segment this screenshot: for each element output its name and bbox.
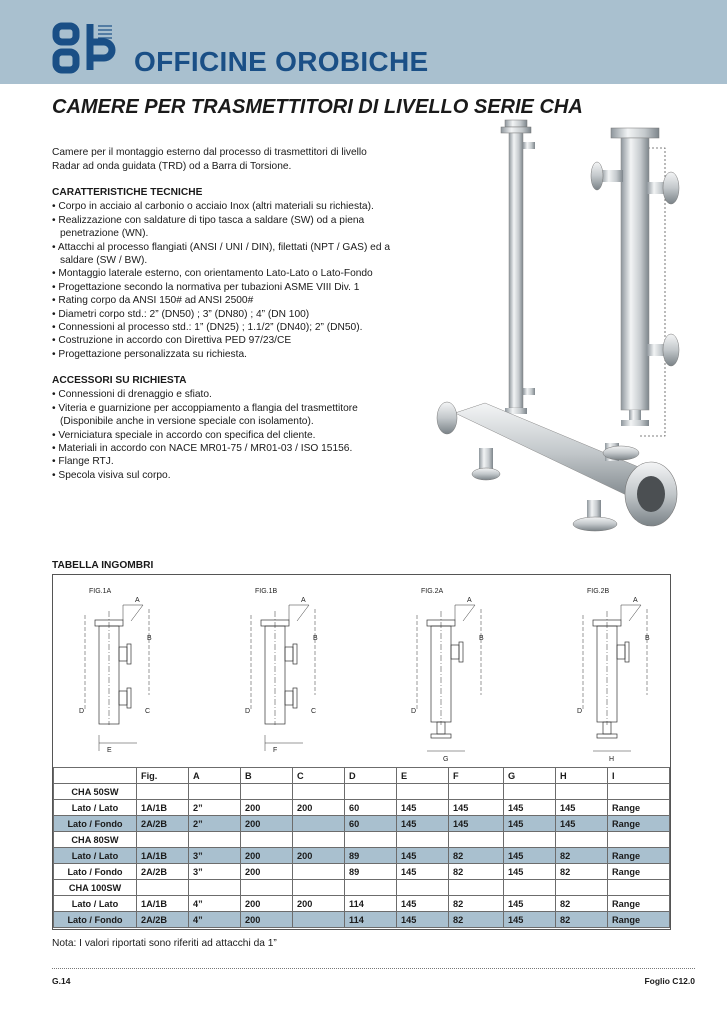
table-cell: 145	[397, 864, 449, 880]
dimension-label: B	[645, 635, 650, 642]
table-cell: 200	[241, 896, 293, 912]
table-cell: 200	[241, 864, 293, 880]
table-cell: Lato / Fondo	[54, 864, 137, 880]
table-cell: 145	[504, 864, 556, 880]
specs-heading: CARATTERISTICHE TECNICHE	[52, 187, 203, 198]
table-cell: 4”	[189, 896, 241, 912]
dimension-label: D	[245, 708, 251, 715]
table-row	[54, 912, 670, 928]
dimension-label: G	[443, 756, 449, 763]
drawing-line	[625, 642, 629, 662]
table-cell: Range	[608, 848, 670, 864]
table-cell	[137, 880, 189, 896]
accessories-list	[52, 388, 392, 482]
dimension-label: D	[577, 708, 583, 715]
table-cell: G	[504, 768, 556, 784]
table-cell: 200	[241, 912, 293, 928]
specs-section	[52, 186, 392, 361]
table-cell: 145	[397, 912, 449, 928]
table-cell	[504, 784, 556, 800]
table-cell	[345, 832, 397, 848]
table-cell: 4”	[189, 912, 241, 928]
group-label: CHA 50SW	[54, 784, 137, 800]
table-cell: 145	[504, 800, 556, 816]
table-cell: Lato / Fondo	[54, 912, 137, 928]
table-cell	[397, 880, 449, 896]
table-cell: Lato / Fondo	[54, 816, 137, 832]
table-cell: 145	[504, 912, 556, 928]
drawing-line	[297, 605, 309, 621]
table-cell	[293, 864, 345, 880]
table-cell: 145	[504, 816, 556, 832]
figure-caption: FIG.1B	[255, 588, 278, 595]
dimension-label: D	[411, 708, 417, 715]
table-cell: 145	[504, 848, 556, 864]
table-cell	[556, 784, 608, 800]
table-group-row	[54, 880, 670, 896]
table-group-row	[54, 784, 670, 800]
table-cell	[293, 880, 345, 896]
page-title: CAMERE PER TRASMETTITORI DI LIVELLO SERIE CHA	[52, 96, 583, 118]
table-cell	[345, 880, 397, 896]
table-cell: 89	[345, 848, 397, 864]
table-cell: E	[397, 768, 449, 784]
table-row	[54, 896, 670, 912]
dimension-label: A	[467, 597, 472, 604]
table-cell: C	[293, 768, 345, 784]
table-cell: 82	[449, 912, 504, 928]
table-cell	[556, 880, 608, 896]
table-cell	[293, 816, 345, 832]
table-cell: 82	[449, 848, 504, 864]
table-row	[54, 848, 670, 864]
table-cell: 114	[345, 896, 397, 912]
dimension-label: C	[145, 708, 151, 715]
figure-caption: FIG.1A	[89, 588, 112, 595]
accessory-item: • Flange RTJ.	[52, 455, 392, 468]
table-cell: Lato / Lato	[54, 848, 137, 864]
accessory-item: • Viteria e guarnizione per accoppiamento a flangia del trasmettitore (Disponibile anche in versione speciale con isolamento).	[52, 402, 392, 429]
specs-list	[52, 200, 392, 361]
table-cell: 60	[345, 816, 397, 832]
dimension-label: A	[633, 597, 638, 604]
figure-caption: FIG.2A	[421, 588, 444, 595]
drawing-line	[459, 642, 463, 662]
table-cell	[556, 832, 608, 848]
table-cell: 145	[397, 800, 449, 816]
table-cell: 2A/2B	[137, 864, 189, 880]
table-cell	[608, 880, 670, 896]
spec-item: • Connessioni al processo std.: 1” (DN25) ; 1.1/2” (DN40); 2” (DN50).	[52, 321, 392, 334]
table-cell: Range	[608, 800, 670, 816]
group-label: CHA 80SW	[54, 832, 137, 848]
table-cell: H	[556, 768, 608, 784]
table-cell: Range	[608, 816, 670, 832]
brand-name: OFFICINE OROBICHE	[134, 46, 429, 77]
sheet-number: Foglio C12.0	[644, 976, 695, 986]
table-cell	[345, 784, 397, 800]
table-cell: 145	[449, 800, 504, 816]
dimension-label: C	[311, 708, 317, 715]
table-cell: 2”	[189, 816, 241, 832]
table-cell: 3”	[189, 848, 241, 864]
drawing-line	[431, 734, 451, 738]
spec-item: • Realizzazione con saldature di tipo tasca a saldare (SW) od a piena penetrazione (WN).	[52, 214, 392, 241]
drawing-line	[119, 647, 127, 661]
table-cell	[189, 832, 241, 848]
drawing-line	[127, 688, 131, 708]
table-cell	[137, 784, 189, 800]
accessories-heading: ACCESSORI SU RICHIESTA	[52, 375, 187, 386]
table-cell: 145	[556, 800, 608, 816]
table-cell	[397, 832, 449, 848]
table-cell: 1A/1B	[137, 896, 189, 912]
table-cell: 145	[556, 816, 608, 832]
dimension-label: H	[609, 756, 615, 763]
dimension-label: A	[301, 597, 306, 604]
drawing-line	[629, 605, 641, 621]
table-cell	[504, 880, 556, 896]
table-label: TABELLA INGOMBRI	[52, 560, 154, 571]
technical-drawings	[53, 575, 670, 767]
table-row	[54, 864, 670, 880]
table-row	[54, 816, 670, 832]
spec-item: • Progettazione secondo la normativa per tubazioni ASME VIII Div. 1	[52, 281, 392, 294]
dimensions-grid	[53, 767, 670, 928]
table-cell: 82	[449, 896, 504, 912]
accessory-item: • Connessioni di drenaggio e sfiato.	[52, 388, 392, 401]
accessory-item: • Specola visiva sul corpo.	[52, 469, 392, 482]
table-cell	[608, 784, 670, 800]
table-row	[54, 800, 670, 816]
table-cell: 1A/1B	[137, 800, 189, 816]
table-cell	[189, 880, 241, 896]
table-cell	[449, 880, 504, 896]
table-row	[54, 768, 670, 784]
table-cell: 200	[241, 800, 293, 816]
table-cell: Range	[608, 896, 670, 912]
spec-item: • Attacchi al processo flangiati (ANSI / UNI / DIN), filettati (NPT / GAS) ed a saldare (SW / BW).	[52, 241, 392, 268]
dimension-label: B	[479, 635, 484, 642]
table-cell	[241, 832, 293, 848]
footer-divider	[52, 968, 695, 969]
table-cell: Lato / Lato	[54, 800, 137, 816]
drawing-line	[285, 691, 293, 705]
table-cell: B	[241, 768, 293, 784]
table-cell: 60	[345, 800, 397, 816]
table-cell: Range	[608, 864, 670, 880]
table-cell: Range	[608, 912, 670, 928]
table-cell: 145	[397, 896, 449, 912]
table-cell: 82	[556, 864, 608, 880]
spec-item: • Montaggio laterale esterno, con orientamento Lato-Lato o Lato-Fondo	[52, 267, 392, 280]
table-cell	[293, 832, 345, 848]
table-cell	[54, 768, 137, 784]
table-cell: 89	[345, 864, 397, 880]
page-code: G.14	[52, 976, 71, 986]
figure-caption: FIG.2B	[587, 588, 610, 595]
table-cell	[137, 832, 189, 848]
table-cell	[449, 832, 504, 848]
drawing-line	[451, 645, 459, 659]
drawing-line	[119, 691, 127, 705]
table-cell: 200	[241, 848, 293, 864]
table-cell: A	[189, 768, 241, 784]
table-cell	[397, 784, 449, 800]
spec-item: • Diametri corpo std.: 2” (DN50) ; 3” (DN80) ; 4” (DN 100)	[52, 308, 392, 321]
table-cell: 82	[556, 912, 608, 928]
table-cell	[241, 880, 293, 896]
table-cell: 200	[293, 896, 345, 912]
table-cell: 82	[449, 864, 504, 880]
table-group-row	[54, 832, 670, 848]
table-cell: 200	[293, 800, 345, 816]
table-cell	[293, 784, 345, 800]
dimension-label: E	[107, 747, 112, 754]
dimensions-table	[52, 574, 671, 930]
company-logo	[52, 22, 120, 74]
table-cell: 145	[504, 896, 556, 912]
drawing-line	[293, 644, 297, 664]
table-cell	[293, 912, 345, 928]
table-cell	[608, 832, 670, 848]
table-cell	[189, 784, 241, 800]
drawing-line	[293, 688, 297, 708]
drawing-line	[285, 647, 293, 661]
product-photo	[425, 118, 695, 558]
table-cell: 1A/1B	[137, 848, 189, 864]
spec-item: • Corpo in acciaio al carbonio o acciaio Inox (altri materiali su richiesta).	[52, 200, 392, 213]
table-cell	[504, 832, 556, 848]
dimension-label: A	[135, 597, 140, 604]
table-cell: 145	[397, 816, 449, 832]
table-cell: 200	[241, 816, 293, 832]
group-label: CHA 100SW	[54, 880, 137, 896]
table-cell: 2A/2B	[137, 816, 189, 832]
table-cell: I	[608, 768, 670, 784]
spec-item: • Costruzione in accordo con Direttiva PED 97/23/CE	[52, 334, 392, 347]
accessory-item: • Verniciatura speciale in accordo con specifica del cliente.	[52, 429, 392, 442]
spec-item: • Progettazione personalizzata su richiesta.	[52, 348, 392, 361]
table-cell: 145	[397, 848, 449, 864]
accessory-item: • Materiali in accordo con NACE MR01-75 / MR01-03 / ISO 15156.	[52, 442, 392, 455]
table-cell: 114	[345, 912, 397, 928]
intro-text: Camere per il montaggio esterno dal processo di trasmettitori di livello Radar ad onda guidata (TRD) od a Barra di Torsione.	[52, 147, 367, 172]
dimension-label: D	[79, 708, 85, 715]
drawing-line	[597, 734, 617, 738]
dimension-label: B	[313, 635, 318, 642]
spec-item: • Rating corpo da ANSI 150# ad ANSI 2500#	[52, 294, 392, 307]
table-cell: Lato / Lato	[54, 896, 137, 912]
table-cell: 82	[556, 848, 608, 864]
drawing-line	[131, 605, 143, 621]
table-cell: 2A/2B	[137, 912, 189, 928]
dimension-label: B	[147, 635, 152, 642]
table-cell: D	[345, 768, 397, 784]
table-cell: Fig.	[137, 768, 189, 784]
table-cell: 3”	[189, 864, 241, 880]
table-cell: 2”	[189, 800, 241, 816]
drawing-line	[463, 605, 475, 621]
table-cell: 145	[449, 816, 504, 832]
drawing-line	[617, 645, 625, 659]
drawing-line	[127, 644, 131, 664]
table-cell: 200	[293, 848, 345, 864]
accessories-section	[52, 374, 392, 482]
table-cell	[241, 784, 293, 800]
dimension-label: F	[273, 747, 278, 754]
table-cell: 82	[556, 896, 608, 912]
table-cell	[449, 784, 504, 800]
table-cell: F	[449, 768, 504, 784]
table-note: Nota: I valori riportati sono riferiti ad attacchi da 1”	[52, 938, 277, 949]
